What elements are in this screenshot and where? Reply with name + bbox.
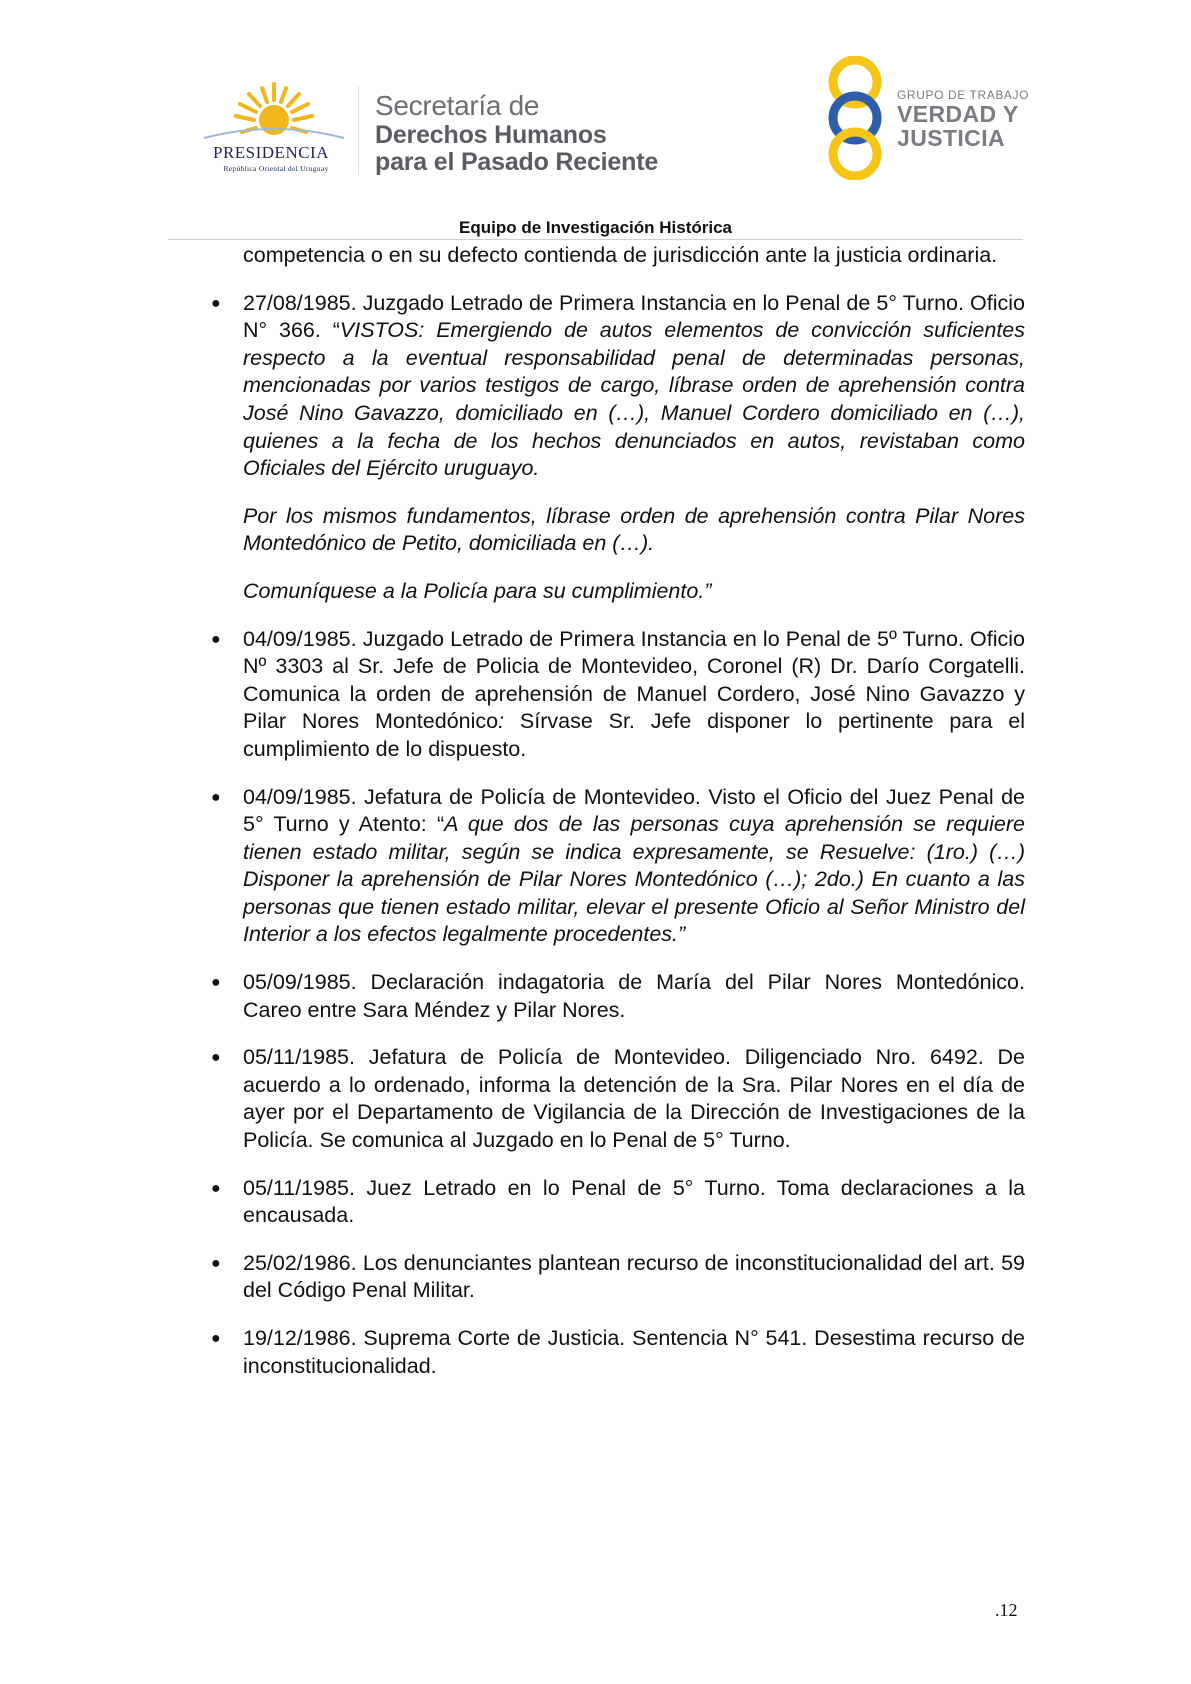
list-item-text: 05/09/1985. Declaración indagatoria de María del Pilar Nores Montedónico. Careo entre Sara Méndez y Pilar Nores. — [243, 970, 1025, 1022]
intro-paragraph: competencia o en su defecto contienda de jurisdicción ante la justicia ordinaria. — [243, 243, 998, 267]
item-quote-text: VISTOS: Emergiendo de autos elementos de convicción suficientes respecto a la eventual responsabilidad penal de determinadas personas, mencionadas por varios testigos de cargo, líbrase orden de aprehensión contra José Nino Gavazzo, domiciliado en (…), Manuel Cordero domiciliado en (…), quienes a la fecha de los hechos denunciados en autos, revistaban como Oficiales del Ejército uruguayo. — [243, 318, 1025, 481]
list-item — [211, 1044, 1025, 1154]
bullet: ● — [211, 1179, 221, 1197]
presidencia-subtitle: República Oriental del Uruguay — [223, 164, 329, 173]
bullet: ● — [211, 1254, 221, 1272]
verdad-justicia-rings-logo — [820, 56, 890, 180]
item-quote-paragraph: Comuníquese a la Policía para su cumplimiento.” — [243, 578, 712, 603]
bullet: ● — [211, 788, 221, 806]
list-item — [211, 784, 1025, 950]
bullet: ● — [211, 1049, 221, 1067]
verdad-justicia-text — [897, 88, 1029, 150]
list-item — [211, 1250, 1025, 1305]
item-normal-text-2: Sírvase Sr. Jefe disponer lo pertinente para el cumplimiento de lo dispuesto. — [243, 709, 1026, 761]
secretaria-line-1: Secretaría de — [375, 90, 540, 121]
verdad-label: VERDAD Y — [897, 101, 1019, 127]
list-item-text — [243, 290, 1025, 483]
list-item — [211, 626, 1026, 764]
document-body — [211, 242, 1026, 1380]
bullet: ● — [211, 630, 221, 648]
list-item-text: 05/11/1985. Jefatura de Policía de Montevideo. Diligenciado Nro. 6492. De acuerdo a lo ordenado, informa la detención de la Sra. Pilar Nores en el día de ayer por el Departamento de Vigilancia de la Dirección de Investigaciones de la Policía. Se comunica al Juzgado en lo Penal de 5° Turno. — [243, 1045, 1025, 1153]
team-title: Equipo de Investigación Histórica — [459, 218, 732, 237]
list-item — [211, 969, 1025, 1024]
item-quote-text: A que dos de las personas cuya aprehensión se requiere tienen estado militar, según se indica expresamente, se Resuelve: (1ro.) (…) Disponer la aprehensión de Pilar Nores Montedónico (…); 2do.) En cuanto a las personas que tienen estado militar, elevar el presente Oficio al Señor Ministro del Interior a los efectos legalmente procedentes.” — [243, 812, 1025, 947]
list-item-text: 05/11/1985. Juez Letrado en lo Penal de 5° Turno. Toma declaraciones a la encausada. — [243, 1175, 1025, 1228]
list-item — [211, 290, 1025, 606]
list-item-text: 19/12/1986. Suprema Corte de Justicia. Sentencia N° 541. Desestima recurso de inconstitucionalidad. — [243, 1326, 1025, 1378]
bullet: ● — [211, 294, 221, 312]
secretaria-line-2: Derechos Humanos — [375, 121, 607, 149]
bullet: ● — [211, 1330, 221, 1347]
page-header — [0, 0, 1191, 245]
list-item — [211, 1325, 1025, 1380]
item-normal-text: 27/08/1985. Juzgado Letrado de Primera Instancia en lo Penal de 5° Turno. Oficio N° 366. “ — [243, 290, 1025, 343]
list-item-text — [243, 626, 1025, 764]
grupo-trabajo-label: GRUPO DE TRABAJO — [897, 88, 1030, 102]
page-number: .12 — [995, 1600, 1018, 1620]
bullet: ● — [211, 974, 221, 992]
list-item-text: 25/02/1986. Los denunciantes plantean recurso de inconstitucionalidad del art. 59 del Código Penal Militar. — [243, 1250, 1025, 1303]
secretaria-logo-text — [375, 90, 658, 176]
header-divider — [358, 86, 359, 174]
item-quote-paragraph: Por los mismos fundamentos, líbrase orden de aprehensión contra Pilar Nores Montedónico de Petito, domiciliada en (…). — [243, 503, 1025, 556]
header-rule — [168, 239, 1023, 240]
presidencia-label: PRESIDENCIA — [212, 143, 329, 162]
justicia-label: JUSTICIA — [897, 125, 1005, 151]
list-item-text — [243, 784, 1025, 950]
secretaria-line-3: para el Pasado Reciente — [375, 148, 659, 176]
item-normal-text: 04/09/1985. Juzgado Letrado de Primera Instancia en lo Penal de 5º Turno. Oficio Nº 3303 al Sr. Jefe de Policia de Montevideo, Coronel (R) Dr. Darío Corgatelli. Comunica la orden de aprehensión de Manuel Cordero, José Nino Gavazzo y Pilar Nores Montedónico — [243, 626, 1025, 734]
item-italic-colon: : — [498, 709, 505, 734]
list-item — [211, 1175, 1025, 1230]
item-normal-text: 04/09/1985. Jefatura de Policía de Montevideo. Visto el Oficio del Juez Penal de 5° Turno y Atento: “ — [243, 784, 1025, 837]
